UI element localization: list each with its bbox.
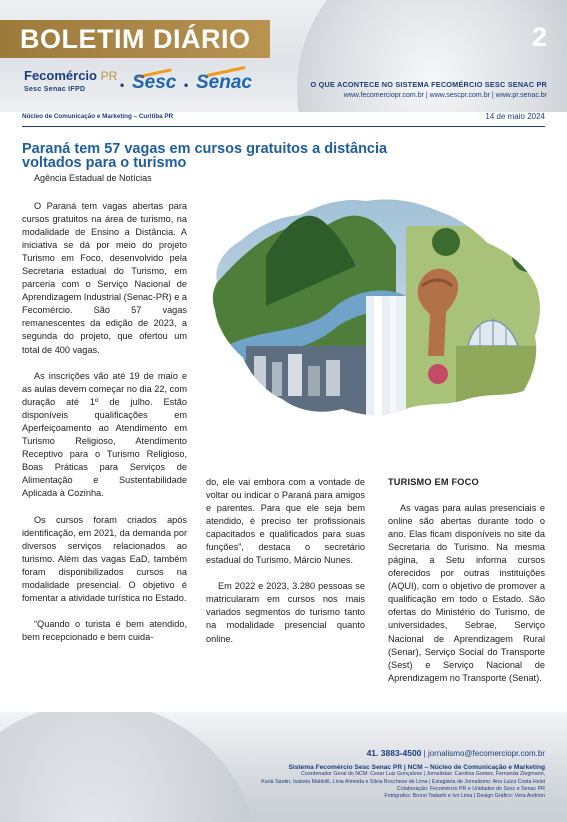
footer-line: Colaboração: Fecomércio PR e Unidades do Sesc e Senac PR (396, 785, 545, 792)
paragraph: do, ele vai embora com a vontade de voltar ou indicar o Paraná para amigos e parentes. Para que ele seja bem atendido, é preciso ter profissionais capacitados e qualificados para suas funções”, destaca o secretário estadual do Turismo, Márcio Nunes. (206, 477, 365, 566)
footer-credits (261, 764, 545, 800)
senac-logo: Senac (196, 72, 252, 93)
paragraph: “Quando o turista é bem atendido, bem recepcionado e bem cuida- (22, 619, 187, 643)
parana-map-illustration (206, 186, 550, 426)
sesc-logo: Sesc (132, 72, 177, 93)
phone-number: 41. 3883-4500 (366, 748, 422, 758)
masthead (0, 0, 567, 112)
column-1-bottom (22, 514, 187, 657)
footer (0, 712, 567, 822)
issue-date: 14 de maio 2024 (485, 112, 545, 121)
email-link[interactable]: jornalismo@fecomerciopr.com.br (427, 749, 545, 758)
page-number: 2 (531, 22, 547, 52)
fecomercio-logo-sub: Sesc Senac IFPD (24, 86, 86, 93)
separator-dot: • (184, 78, 189, 92)
paragraph: As inscrições vão até 19 de maio e as aulas devem começar no dia 22, com duração até 1º de julho. Estão disponíveis qualificações em Aperfeiçoamento ao Atendimento em Turismo Religioso, Atendimento Receptivo para o Turismo Religioso, Boas Práticas para Serviços de Alimentação e Sustentabilidade Aplicada à Cozinha. (22, 370, 187, 498)
fecomercio-logo: Fecomércio PR (24, 68, 118, 83)
website-links[interactable]: www.fecomerciopr.com.br | www.sescpr.com.br | www.pr.senac.br (343, 92, 547, 99)
tagline-text: O QUE ACONTECE NO SISTEMA FECOMÉRCIO SESC SENAC PR (310, 80, 547, 89)
footer-contact: 41. 3883-4500 | jornalismo@fecomerciopr.com.br (366, 748, 545, 758)
footer-line: Sistema Fecomércio Sesc Senac PR | NCM – Núcleo de Comunicação e Marketing (288, 764, 545, 771)
bulletin-title: BOLETIM DIÁRIO (20, 24, 251, 54)
footer-line: Coordenador Geral do NCM: Cesar Luiz Gonçalves | Jornalistas: Carolina Gomes, Fernanda Ziegmann, (301, 771, 545, 778)
divider (22, 126, 545, 127)
tagline (311, 80, 548, 99)
column-3 (388, 476, 545, 698)
logos (24, 66, 264, 102)
column-2 (206, 476, 365, 659)
footer-line: Karla Santin, Isabela Mattiolli, Lívia Almeida e Silvia Bocchese de Lima | Estagiária de Jornalismo: Ana Luiza Costa Heist (261, 778, 545, 785)
paragraph: O Paraná tem vagas abertas para cursos gratuitos na área de turismo, na modalidade de Ensino a Distância. A iniciativa se dá por meio do projeto Turismo em Foco, desenvolvido pela Secretaria estadual do Turismo, em parceria com o Serviço Nacional de Aprendizagem Industrial (Senac-PR) e a Fecomércio. São 57 vagas remanescentes da edição de 2023, a segunda do projeto, que ofertou um total de 400 vagas. (22, 201, 187, 355)
section-heading: TURISMO EM FOCO (388, 477, 479, 487)
article-headline: Paraná tem 57 vagas em cursos gratuitos a distância voltados para o turismo (22, 141, 388, 171)
department-label: Núcleo de Comunicação e Marketing – Curitiba PR (22, 113, 174, 120)
paragraph: As vagas para aulas presenciais e online são abertas durante todo o ano. Elas ficam disponíveis no site da Secretaria do Turismo. Na mesma página, a Setu informa cursos oferecidos por outras instituições (AQUI), com o objetivo de promover a qualificação em todo o Estado. São ofertas do Ministério do Turismo, de universidades, Sebrae, Serviço Nacional de Aprendizagem Rural (Senar), Serviço Social do Transporte (Sest) e Serviço Nacional de Aprendizagem no Transporte (Senat). (388, 503, 545, 683)
paragraph: Em 2022 e 2023, 3.280 pessoas se matricularam em cursos nos mais variados segmentos do turismo tanto na modalidade presencial quanto online. (206, 581, 365, 644)
paragraph: Os cursos foram criados após identificação, em 2021, da demanda por diversos serviços relacionados ao turismo. Além das vagas EaD, também foram disponibilizados cursos na modalidade presencial. O objetivo é fomentar a atividade turística no Estado. (22, 515, 187, 604)
separator-dot: • (120, 78, 125, 92)
title-band (0, 20, 270, 58)
globe-graphic (0, 712, 260, 822)
subheader (22, 112, 545, 126)
column-1-top (22, 200, 187, 513)
article-source: Agência Estadual de Notícias (34, 173, 152, 183)
footer-line: Fotógrafos: Bruno Tadashi e Ivo Lima | Design Gráfico: Vera Andrion (384, 793, 545, 800)
